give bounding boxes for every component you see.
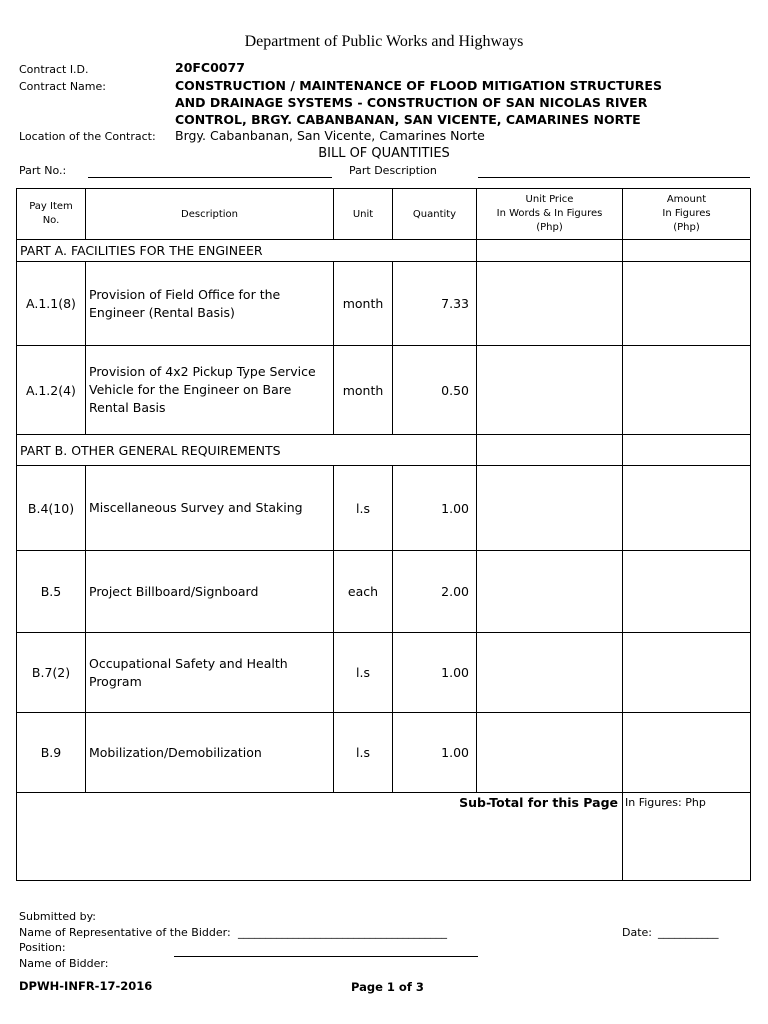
table-row [17,633,751,713]
header-amount-line-2: In Figures [662,208,711,219]
pay-item-no: B.4(10) [17,466,86,551]
header-unit-price-line-1: Unit Price [525,194,574,205]
unit-price-cell[interactable] [477,240,623,262]
part-a-row [17,240,751,262]
amount-cell[interactable] [623,346,751,435]
header-unit-price [477,189,623,240]
pay-item-no: B.7(2) [17,633,86,713]
item-description-line: Project Billboard/Signboard [89,583,259,599]
item-description [86,713,334,793]
pay-item-no: A.1.2(4) [17,346,86,435]
header-amount-line-3: (Php) [673,222,700,233]
header-pay-item-line-2: No. [42,215,60,226]
unit-price-cell[interactable] [477,262,623,346]
table-row [17,713,751,793]
pay-item-no: B.5 [17,551,86,633]
amount-cell[interactable] [623,713,751,793]
item-description-line: Provision of 4x2 Pickup Type Service [89,364,316,379]
amount-cell[interactable] [623,262,751,346]
unit-price-cell[interactable] [477,466,623,551]
item-description-line: Provision of Field Office for the [89,286,281,302]
item-description [86,466,334,551]
page-number: Page 1 of 3 [351,980,424,994]
item-unit: month [334,262,393,346]
subtotal-row [17,793,751,881]
item-unit: month [334,346,393,435]
amount-cell[interactable] [623,240,751,262]
part-no-label: Part No.: [19,164,67,177]
item-unit: l.s [334,633,393,713]
part-b-row [17,435,751,466]
location-value: Brgy. Cabanbanan, San Vicente, Camarines Norte [175,128,485,143]
part-b-label: PART B. OTHER GENERAL REQUIREMENTS [17,435,477,466]
item-description [86,262,334,346]
contract-name-line-3: CONTROL, BRGY. CABANBANAN, SAN VICENTE, CAMARINES NORTE [175,112,641,127]
header-unit: Unit [334,189,393,240]
item-quantity: 1.00 [393,633,477,713]
contract-name-label: Contract Name: [19,80,106,93]
item-quantity: 1.00 [393,713,477,793]
part-a-label: PART A. FACILITIES FOR THE ENGINEER [17,240,477,262]
item-description [86,633,334,713]
bill-of-quantities-table [16,188,751,881]
representative-label: Name of Representative of the Bidder: [19,926,231,939]
position-label: Position: [19,941,66,954]
unit-price-cell[interactable] [477,713,623,793]
item-description [86,551,334,633]
item-quantity: 7.33 [393,262,477,346]
table-row [17,466,751,551]
bidder-signature-line[interactable] [174,956,478,957]
location-label: Location of the Contract: [19,130,156,143]
item-quantity: 0.50 [393,346,477,435]
item-description-line: Miscellaneous Survey and Staking [89,500,303,515]
header-pay-item [17,189,86,240]
header-amount-line-1: Amount [666,194,707,205]
item-description-line: Vehicle for the Engineer on Bare [89,382,292,397]
subtotal-in-figures[interactable]: In Figures: Php [623,793,751,881]
header-quantity: Quantity [393,189,477,240]
item-unit: each [334,551,393,633]
amount-cell[interactable] [623,633,751,713]
header-pay-item-line-1: Pay Item [29,201,73,212]
item-unit: l.s [334,466,393,551]
item-quantity: 2.00 [393,551,477,633]
item-description-line: Occupational Safety and Health [89,655,288,671]
amount-cell[interactable] [623,551,751,633]
item-description-line: Program [89,673,142,689]
subtotal-label: Sub-Total for this Page [17,793,623,881]
item-description-line: Mobilization/Demobilization [89,744,262,760]
amount-cell[interactable] [623,435,751,466]
date-line[interactable]: ___________ [658,926,719,939]
submitted-by-label: Submitted by: [19,910,96,923]
item-unit: l.s [334,713,393,793]
table-row [17,551,751,633]
bill-of-quantities-title: BILL OF QUANTITIES [318,146,450,161]
department-title: Department of Public Works and Highways [244,33,524,50]
table-header-row [17,189,751,240]
amount-cell[interactable] [623,466,751,551]
unit-price-cell[interactable] [477,551,623,633]
part-no-line [88,177,332,178]
date-label: Date: [622,926,652,939]
item-description [86,346,334,435]
bidder-name-label: Name of Bidder: [19,957,109,970]
table-row [17,262,751,346]
header-unit-price-line-3: (Php) [536,222,563,233]
part-description-line [478,177,750,178]
contract-id-value: 20FC0077 [175,60,245,75]
header-description: Description [86,189,334,240]
part-description-label: Part Description [349,164,437,177]
contract-name-line-1: CONSTRUCTION / MAINTENANCE OF FLOOD MITIGATION STRUCTURES [175,78,662,93]
unit-price-cell[interactable] [477,346,623,435]
table-row [17,346,751,435]
form-code: DPWH-INFR-17-2016 [19,979,153,993]
header-unit-price-line-2: In Words & In Figures [496,208,603,219]
unit-price-cell[interactable] [477,633,623,713]
pay-item-no: B.9 [17,713,86,793]
representative-line[interactable]: ______________________________________ [238,926,447,939]
item-description-line: Rental Basis [89,400,166,415]
contract-name-line-2: AND DRAINAGE SYSTEMS - CONSTRUCTION OF SAN NICOLAS RIVER [175,95,648,110]
contract-id-label: Contract I.D. [19,63,89,76]
header-amount [623,189,751,240]
unit-price-cell[interactable] [477,435,623,466]
item-description-line: Engineer (Rental Basis) [89,304,235,320]
item-quantity: 1.00 [393,466,477,551]
pay-item-no: A.1.1(8) [17,262,86,346]
